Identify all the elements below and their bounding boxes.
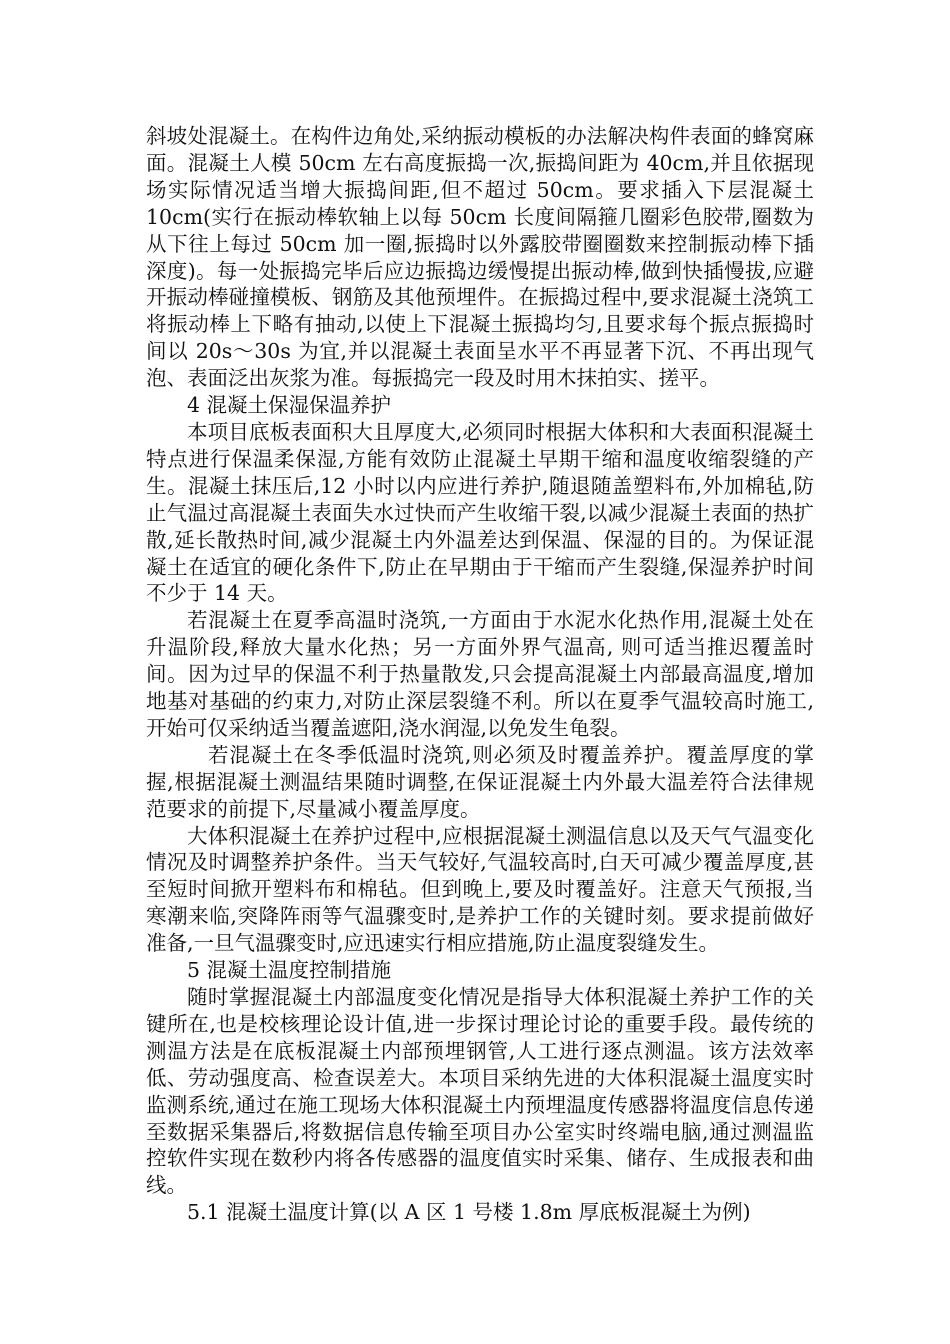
- paragraph-vibration-continued: 斜坡处混凝土。在构件边角处,采纳振动模板的办法解决构件表面的蜂窝麻面。混凝土人模 50cm 左右高度振捣一次,振捣间距为 40cm,并且依据现场实际情况适当增大振捣间距,但不超过 50cm。要求插入下层混凝土 10cm(实行在振动棒软轴上以每 50cm 长度间隔箍几圈彩色胶带,圈数为从下往上每过 50cm 加一圈,振捣时以外露胶带圈圈数来控制振动棒下插深度)。每一处振捣完毕后应边振捣边缓慢提出振动棒,做到快插慢拔,应避开振动棒碰撞模板、钢筋及其他预埋件。在振捣过程中,要求混凝土浇筑工将振动棒上下略有抽动,以使上下混凝土振捣均匀,且要求每个振点振捣时间以 20s～30s 为宜,并以混凝土表面呈水平不再显著下沉、不再出现气泡、表面泛出灰浆为准。每振捣完一段及时用木抹拍实、搓平。: [146, 124, 814, 391]
- paragraph-curing-adjustment: 大体积混凝土在养护过程中,应根据混凝土测温信息以及天气气温变化情况及时调整养护条件。当天气较好,气温较高时,白天可减少覆盖厚度,甚至短时间掀开塑料布和棉毡。但到晚上,要及时覆盖好。注意天气预报,当寒潮来临,突降阵雨等气温骤变时,是养护工作的关键时刻。要求提前做好准备,一旦气温骤变时,应迅速实行相应措施,防止温度裂缝发生。: [146, 823, 814, 956]
- section-heading-5: 5 混凝土温度控制措施: [187, 958, 392, 983]
- paragraph-temperature-monitoring: 随时掌握混凝土内部温度变化情况是指导大体积混凝土养护工作的关键所在,也是校核理论设计值,进一步探讨理论讨论的重要手段。最传统的测温方法是在底板混凝土内部预埋钢管,人工进行逐点测温。该方法效率低、劳动强度高、检查误差大。本项目采纳先进的大体积混凝土温度实时监测系统,通过在施工现场大体积混凝土内预埋温度传感器将温度信息传递至数据采集器后,将数据信息传输至项目办公室实时终端电脑,通过测温监控软件实现在数秒内将各传感器的温度值实时采集、储存、生成报表和曲线。: [146, 985, 814, 1198]
- paragraph-curing-overview: 本项目底板表面积大且厚度大,必须同时根据大体积和大表面积混凝土特点进行保温柔保湿,方能有效防止混凝土早期干缩和温度收缩裂缝的产生。混凝土抹压后,12 小时以内应进行养护,随退随盖塑料布,外加棉毡,防止气温过高混凝土表面失水过快而产生收缩干裂,以减少混凝土表面的热扩散,延长散热时间,减少混凝土内外温差达到保温、保湿的目的。为保证混凝土在适宜的硬化条件下,防止在早期由于干缩而产生裂缝,保湿养护时间不少于 14 天。: [146, 419, 814, 606]
- paragraph-winter-pouring: 若混凝土在冬季低温时浇筑,则必须及时覆盖养护。覆盖厚度的掌握,根据混凝土测温结果随时调整,在保证混凝土内外最大温差符合法律规范要求的前提下,尽量减小覆盖厚度。: [146, 742, 814, 821]
- section-heading-4: 4 混凝土保湿保温养护: [187, 393, 392, 418]
- document-page: [146, 123, 814, 1226]
- paragraph-summer-pouring: 若混凝土在夏季高温时浇筑,一方面由于水泥水化热作用,混凝土处在升温阶段,释放大量水化热；另一方面外界气温高, 则可适当推迟覆盖时间。因为过早的保温不利于热量散发,只会提高混凝土内部最高温度,增加地基对基础的约束力,对防止深层裂缝不利。所以在夏季气温较高时施工,开始可仅采纳适当覆盖遮阳,浇水润湿,以免发生龟裂。: [146, 608, 814, 740]
- section-heading-5-1: 5.1 混凝土温度计算(以 A 区 1 号楼 1.8m 厚底板混凝土为例): [187, 1200, 751, 1225]
